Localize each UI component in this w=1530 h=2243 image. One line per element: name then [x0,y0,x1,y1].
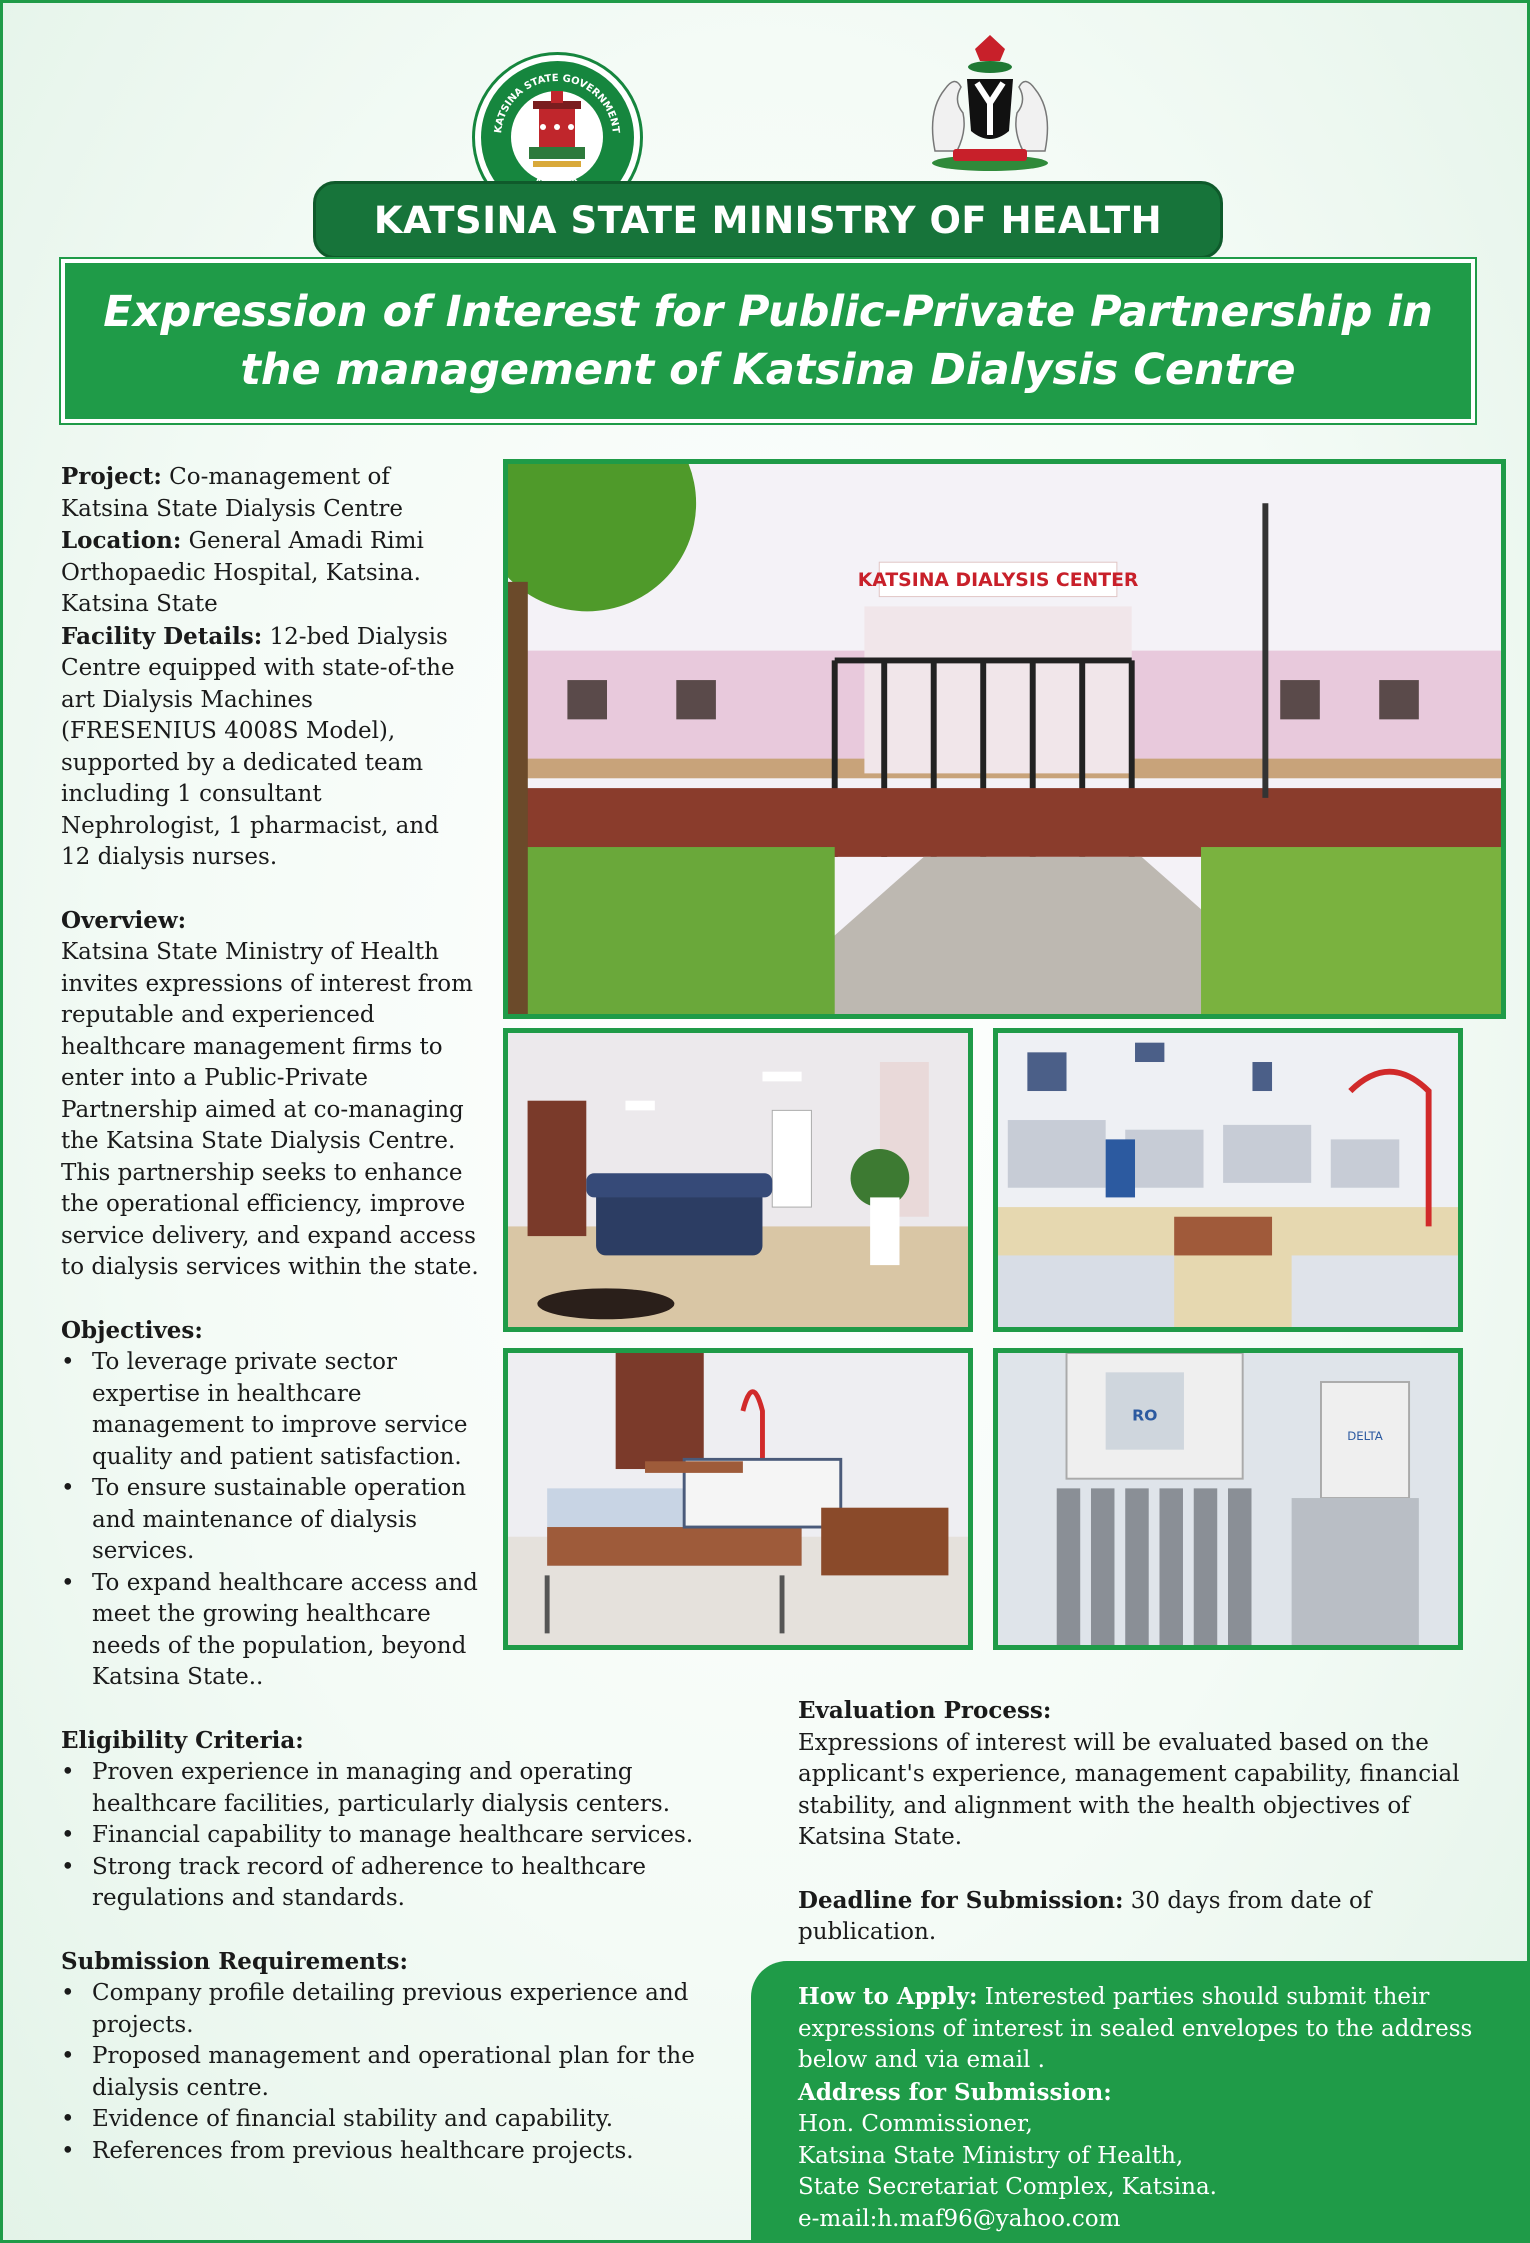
list-item: • Proposed management and operational plan for the dialysis centre. [61,2041,721,2104]
page-title [103,283,1432,399]
hospital-bed-photo [503,1348,973,1650]
dialysis-centre-exterior-photo [503,459,1506,1019]
eligibility-list [61,1757,721,1915]
location-text: General Amadi Rimi Orthopaedic Hospital, Katsina. Katsina State [61,528,424,617]
list-item: • Strong track record of adherence to healthcare regulations and standards. [61,1852,681,1915]
contact-email: e-mail:h.maf96@yahoo.com [798,2205,1121,2232]
title-line-2: the management of Katsina Dialysis Centre [240,345,1296,395]
deadline-block [798,1885,1398,1949]
how-to-apply-box [751,1961,1530,2243]
title-box [61,259,1475,423]
eligibility-heading: Eligibility Criteria: [61,1726,304,1754]
evaluation-text: Expressions of interest will be evaluated based on the applicant's experience, management capability, financial stability, and alignment with the health objectives of Katsina State. [798,1729,1460,1850]
submission-block [61,1946,721,2168]
overview-block [61,905,481,1284]
seal-text-top: KATSINA STATE GOVERNMENT [493,72,621,134]
reception-lounge-photo [503,1028,973,1332]
evaluation-block [798,1695,1498,1854]
eligibility-block [61,1725,721,1915]
list-item: • References from previous healthcare projects. [61,2136,721,2168]
location-label: Location: [61,527,182,554]
objective-3-value: To expand healthcare access and meet the growing healthcare needs of the population, beyond Katsina State.. [92,1569,478,1690]
how-to-apply-label: How to Apply: [798,1983,978,2010]
dialysis-ward-photo [993,1028,1463,1332]
objectives-heading: Objectives: [61,1316,203,1344]
list-item: • Proven experience in managing and operating healthcare facilities, particularly dialysis centers. [61,1757,681,1820]
submission-heading: Submission Requirements: [61,1947,408,1975]
address-line-3: State Secretariat Complex, Katsina. [798,2174,1217,2200]
list-item: • To leverage private sector expertise in healthcare management to improve service quality and patient satisfaction. [61,1347,481,1473]
water-treatment-ro-photo [993,1348,1463,1650]
how-to-apply-text-block [798,1981,1498,2077]
objective-3-text [92,1568,492,1694]
project-block [61,461,461,874]
address-label: Address for Submission: [798,2078,1112,2106]
facility-label: Facility Details: [61,622,263,650]
deadline-text: 30 days from date of publication. [798,1887,1372,1945]
list-item: • Company profile detailing previous experience and projects. [61,1978,721,2041]
overview-heading: Overview: [61,906,187,934]
right-column [798,1695,1498,1980]
ministry-name: KATSINA STATE MINISTRY OF HEALTH [373,198,1163,242]
address-line-1: Hon. Commissioner, [798,2111,1033,2137]
ro-label: RO [1132,1406,1158,1425]
dialysis-center-sign: KATSINA DIALYSIS CENTER [857,569,1139,591]
deadline-label: Deadline for Submission: [798,1886,1124,1914]
ministry-banner [313,181,1223,259]
list-item: • Financial capability to manage healthcare services. [61,1820,721,1852]
list-item: • To ensure sustainable operation and maintenance of dialysis services. [61,1473,481,1568]
overview-text: Katsina State Ministry of Health invites expressions of interest from reputable and experienced healthcare management firms to enter into a Public-Private Partnership aimed at co-managing the Katsina State Dialysis Centre. This partnership seeks to enhance the operational efficiency, improve service delivery, and expand access to dialysis services within the state. [61,939,479,1280]
title-line-1: Expression of Interest for Public-Private Partnership in [103,287,1433,337]
delta-label: DELTA [1347,1429,1383,1444]
project-label: Project: [61,463,162,490]
how-to-apply-text: Interested parties should submit their expressions of interest in sealed envelopes to the address below and via email . [798,1984,1473,2073]
facility-text: 12-bed Dialysis Centre equipped with state-of-the art Dialysis Machines (FRESENIUS 4008S Model), supported by a dedicated team including 1 consultant Nephrologist, 1 pharmacist, and 12 dialysis nurses. [61,623,455,870]
nigeria-coat-of-arms-icon [905,31,1075,176]
evaluation-heading: Evaluation Process: [798,1697,1052,1724]
list-item: • Evidence of financial stability and capability. [61,2104,721,2136]
project-text: Co-management of Katsina State Dialysis Centre [61,464,404,522]
submission-list [61,1978,721,2167]
address-line-2: Katsina State Ministry of Health, [798,2142,1184,2169]
